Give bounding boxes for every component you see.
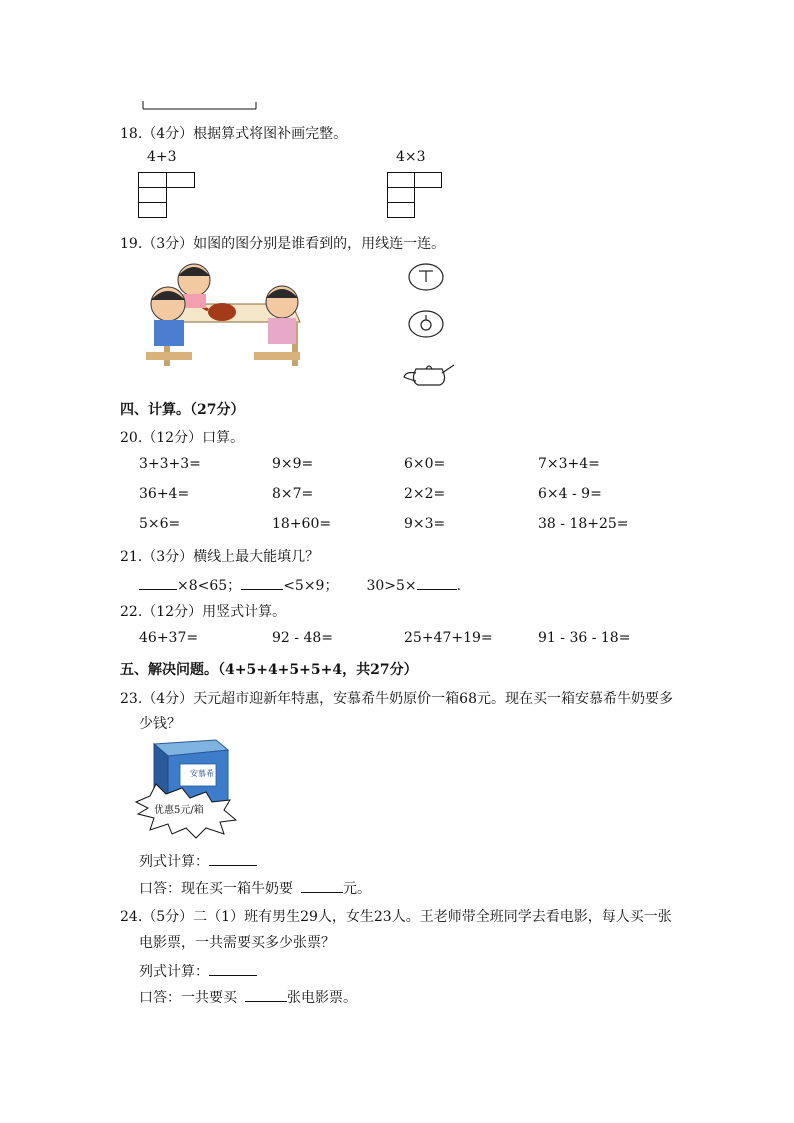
q21-part-2: <5×9； — [283, 578, 339, 594]
q18-text: 18.（4分）根据算式将图补画完整。 — [120, 126, 348, 142]
q20-r3c2: 18+60= — [272, 516, 332, 532]
q18-left-grid — [138, 172, 198, 220]
q20-r1c3: 6×0= — [404, 456, 446, 472]
q21-blank-3[interactable] — [417, 575, 457, 590]
q20-r2c3: 2×2= — [404, 486, 446, 502]
q21-blank-2[interactable] — [241, 575, 283, 590]
q20-r1c2: 9×9= — [272, 456, 314, 472]
q20-text: 20.（12分）口算。 — [120, 430, 245, 446]
q18-right-grid — [387, 172, 447, 220]
q20-r2c4: 6×4 - 9= — [538, 486, 602, 502]
q18-left-label: 4+3 — [147, 149, 177, 165]
teapot-front-view-icon — [407, 309, 447, 339]
q23-line-2: 少钱？ — [139, 716, 181, 732]
milk-box-sale-illustration — [132, 738, 242, 838]
q20-r1c4: 7×3+4= — [538, 456, 600, 472]
q22-item-4: 91 - 36 - 18= — [538, 630, 631, 646]
q23-line-1: 23.（4分）天元超市迎新年特惠，安慕希牛奶原价一箱68元。现在买一箱安慕希牛奶要多 — [120, 691, 673, 707]
q21-part-1: ×8<65； — [177, 578, 242, 594]
q20-r1c1: 3+3+3= — [139, 456, 201, 472]
q22-item-1: 46+37= — [139, 630, 199, 646]
sale-label: 优惠5元/箱 — [154, 805, 204, 816]
children-around-teapot-illustration — [142, 260, 302, 372]
q21-blanks-row — [139, 575, 461, 595]
q23-answer-prefix: 口答：现在买一箱牛奶要 — [139, 881, 293, 897]
q21-part-4: . — [456, 578, 462, 594]
q19-text: 19.（3分）如图的图分别是谁看到的，用线连一连。 — [120, 236, 446, 252]
q23-formula-blank[interactable] — [209, 851, 257, 866]
q23-answer-row — [139, 878, 371, 898]
q21-blank-1[interactable] — [139, 575, 177, 590]
q22-item-2: 92 - 48= — [272, 630, 333, 646]
q24-answer-row — [139, 987, 357, 1007]
q20-r2c1: 36+4= — [139, 486, 190, 502]
q24-line-2: 电影票，一共需要买多少张票？ — [139, 935, 335, 951]
section5-title: 五、解决问题。（4+5+4+5+5+4，共27分） — [120, 662, 418, 678]
teapot-side-view-icon — [402, 359, 458, 387]
q20-r3c3: 9×3= — [404, 516, 446, 532]
milk-box-brand: 安慕希 — [190, 769, 214, 778]
teapot-top-view-icon — [407, 262, 447, 292]
q20-r3c4: 38 - 18+25= — [538, 516, 629, 532]
section4-title: 四、计算。（27分） — [120, 402, 245, 418]
q22-item-3: 25+47+19= — [404, 630, 493, 646]
q20-r3c1: 5×6= — [139, 516, 181, 532]
q21-part-3: 30>5× — [366, 578, 417, 594]
q24-answer-suffix: 张电影票。 — [287, 990, 357, 1006]
q23-formula-label: 列式计算： — [139, 854, 209, 870]
q20-r2c2: 8×7= — [272, 486, 314, 502]
q22-text: 22.（12分）用竖式计算。 — [120, 604, 287, 620]
q23-formula-row — [139, 851, 257, 871]
previous-answer-line — [142, 100, 262, 112]
q21-text: 21.（3分）横线上最大能填几？ — [120, 549, 320, 565]
q24-answer-prefix: 口答：一共要买 — [139, 990, 237, 1006]
q24-formula-label: 列式计算： — [139, 964, 209, 980]
q24-answer-blank[interactable] — [245, 987, 287, 1002]
q23-answer-blank[interactable] — [301, 878, 343, 893]
q18-right-label: 4×3 — [396, 149, 426, 165]
q24-line-1: 24.（5分）二（1）班有男生29人，女生23人。王老师带全班同学去看电影，每人买一张 — [120, 909, 672, 925]
q24-formula-blank[interactable] — [209, 961, 257, 976]
q24-formula-row — [139, 961, 257, 981]
q23-answer-suffix: 元。 — [343, 881, 371, 897]
